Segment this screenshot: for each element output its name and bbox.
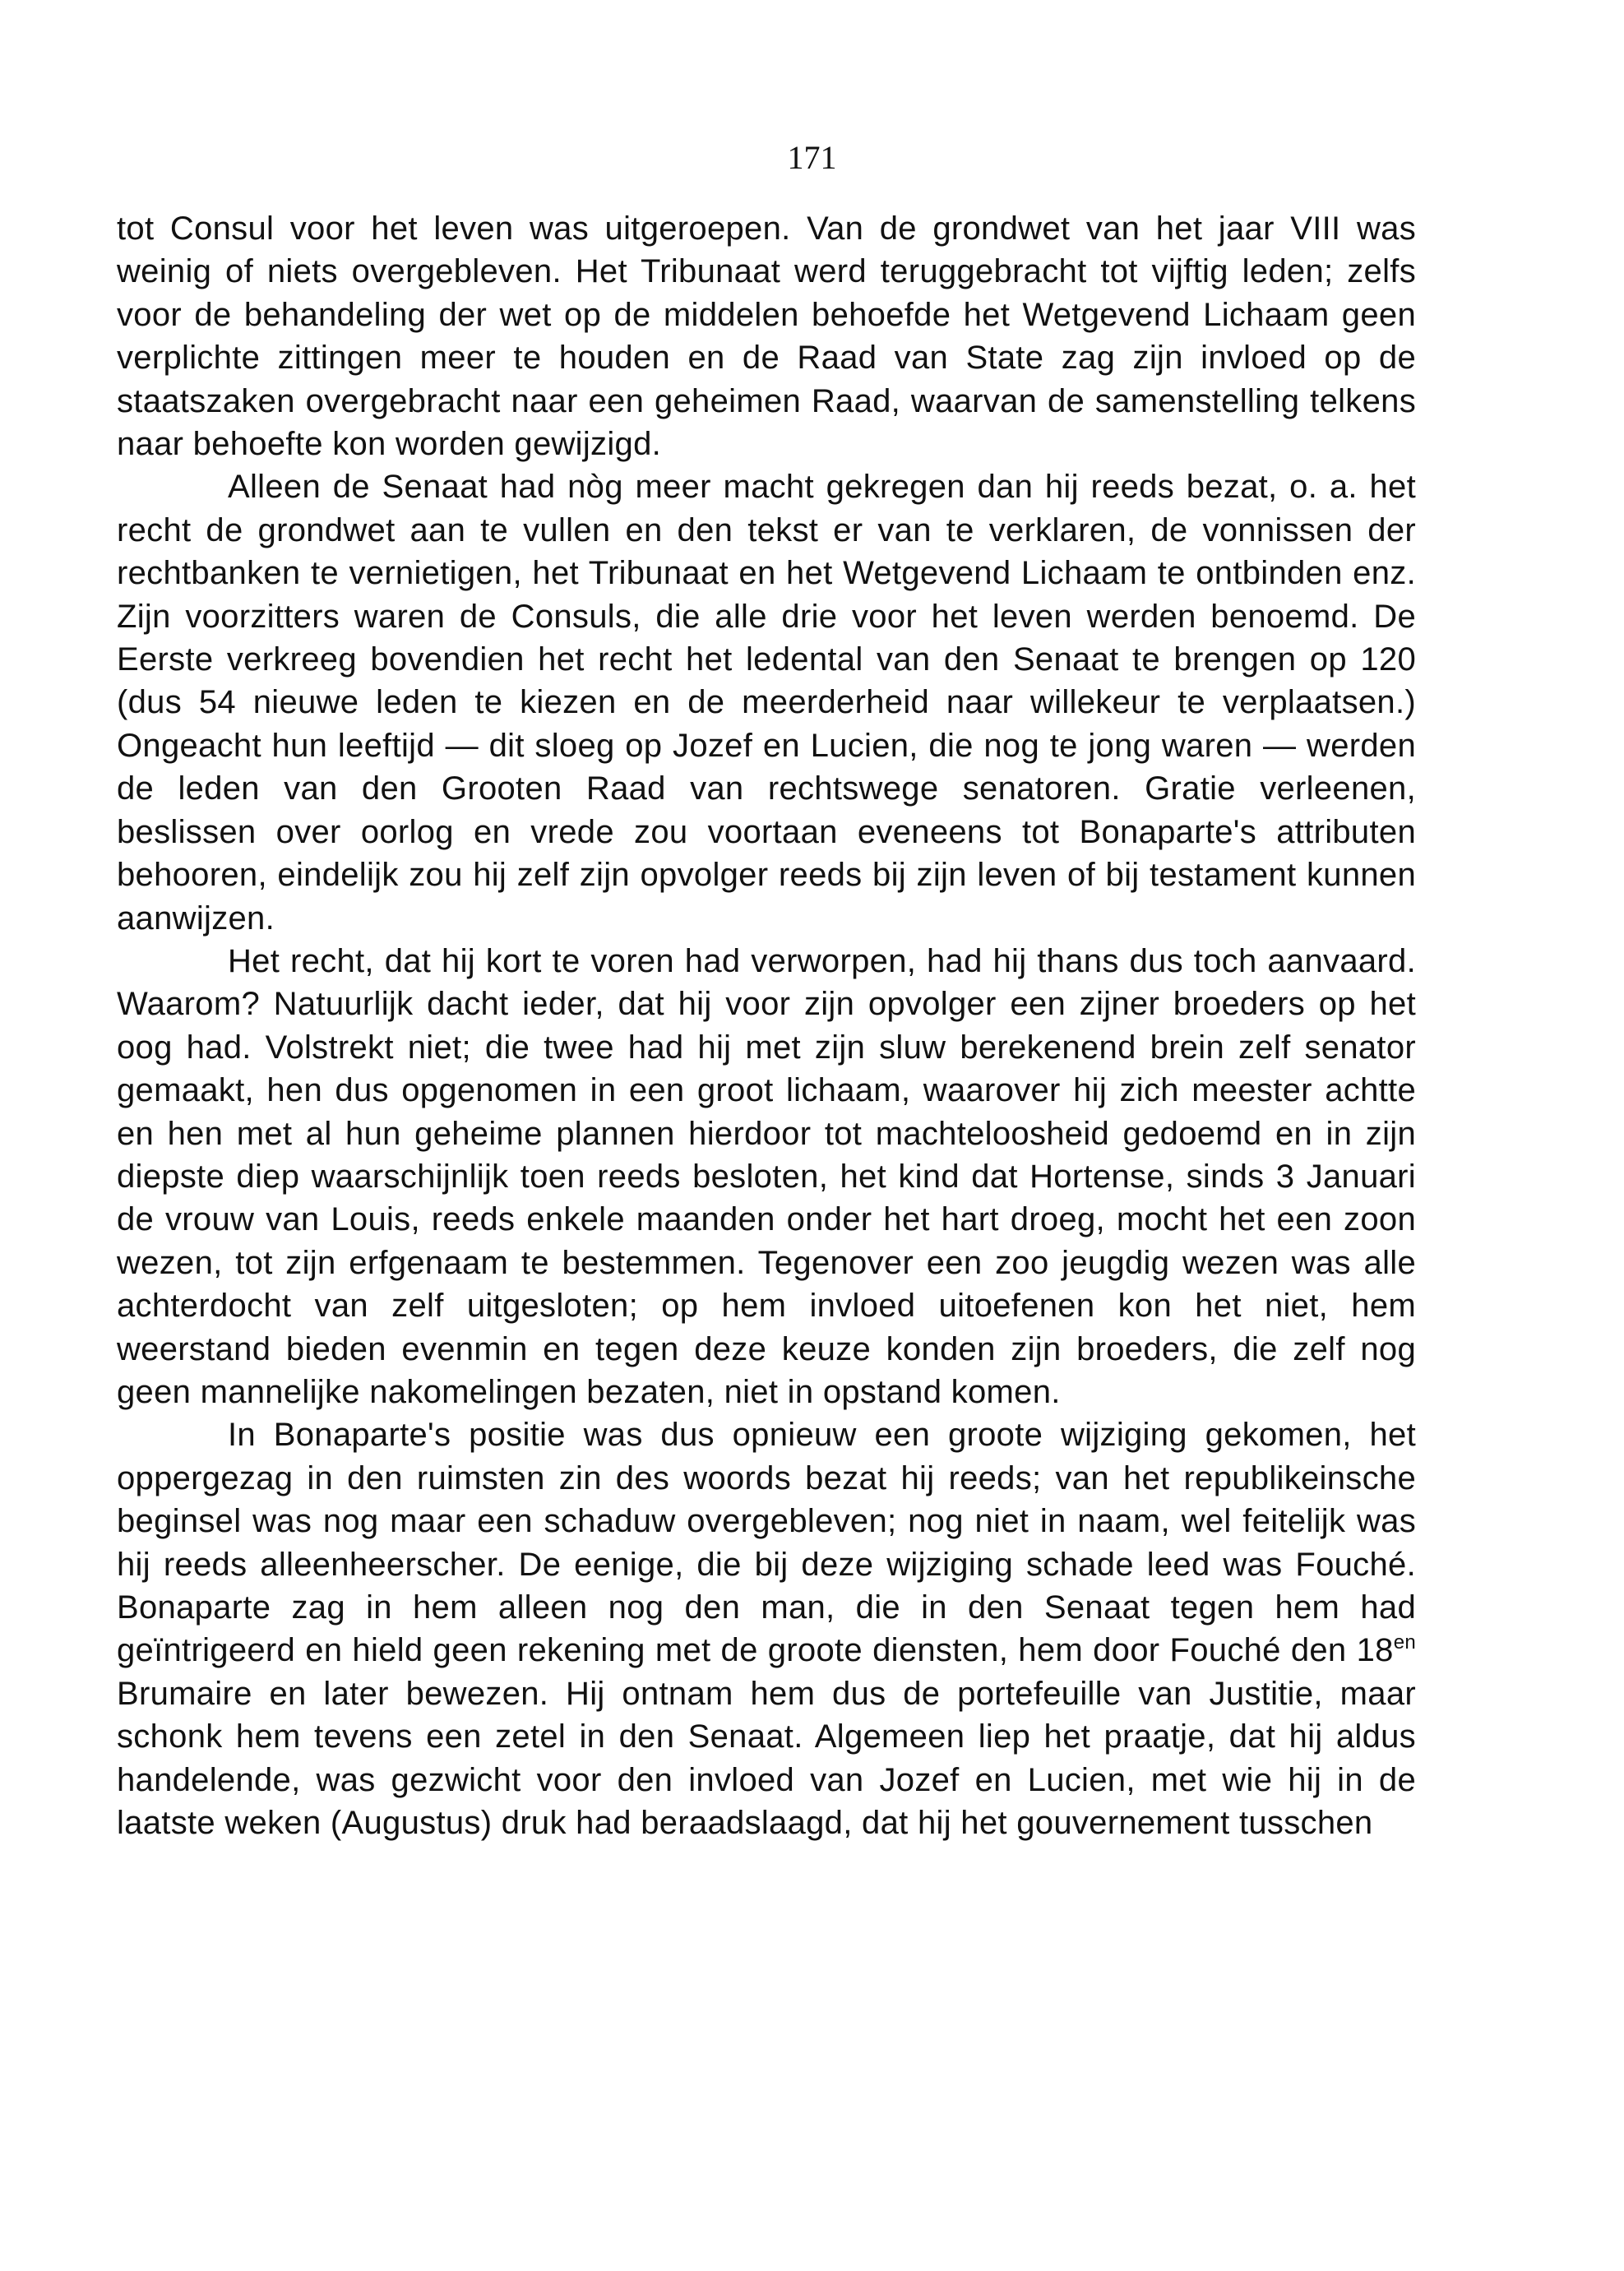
- paragraph-3: Het recht, dat hij kort te voren had verworpen, had hij thans dus toch aanvaard. Waarom? Natuurlijk dacht ieder, dat hij voor zijn opvolger een zijner broeders op het oog had. Volstrekt niet; die twee had hij met zijn sluw berekenend brein zelf senator gemaakt, hen dus opgenomen in een groot lichaam, waarover hij zich meester achtte en hen met al hun geheime plannen hierdoor tot machteloosheid gedoemd en in zijn diepste diep waarschijnlijk toen reeds besloten, het kind dat Hortense, sinds 3 Januari de vrouw van Louis, reeds enkele maanden onder het hart droeg, mocht het een zoon wezen, tot zijn erfgenaam te bestemmen. Tegenover een zoo jeugdig wezen was alle achterdocht van zelf uitgesloten; op hem invloed uitoefenen kon het niet, hem weerstand bieden evenmin en tegen deze keuze konden zijn broeders, die zelf nog geen mannelijke nakomelingen bezaten, niet in opstand komen.: [117, 942, 1416, 1410]
- paragraph-4: [117, 1413, 1416, 1844]
- date-ordinal-superscript: en: [1393, 1631, 1416, 1654]
- paragraph-4-text-after-superscript: Brumaire en later bewezen. Hij ontnam hem dus de portefeuille van Justitie, maar schonk hem tevens een zetel in den Senaat. Algemeen liep het praatje, dat hij aldus handelende, was gezwicht voor den invloed van Jozef en Lucien, met wie hij in de laatste weken (Augustus) druk had beraadslaagd, dat hij het gouvernement tusschen: [117, 1675, 1416, 1842]
- paragraph-1: tot Consul voor het leven was uitgeroepen. Van de grondwet van het jaar VIII was weinig of niets overgebleven. Het Tribunaat werd teruggebracht tot vijftig leden; zelfs voor de behandeling der wet op de middelen behoefde het Wetgevend Lichaam geen verplichte zittingen meer te houden en de Raad van State zag zijn invloed op de staatszaken overgebracht naar een geheimen Raad, waarvan de samenstelling telkens naar behoefte kon worden gewijzigd.: [117, 210, 1416, 463]
- paragraph-2: Alleen de Senaat had nòg meer macht gekregen dan hij reeds bezat, o. a. het recht de grondwet aan te vullen en den tekst er van te verklaren, de vonnissen der rechtbanken te vernietigen, het Tribunaat en het Wetgevend Lichaam te ontbinden enz. Zijn voorzitters waren de Consuls, die alle drie voor het leven werden benoemd. De Eerste verkreeg bovendien het recht het ledental van den Senaat te brengen op 120 (dus 54 nieuwe leden te kiezen en de meerderheid naar willekeur te verplaatsen.) Ongeacht hun leeftijd — dit sloeg op Jozef en Lucien, die nog te jong waren — werden de leden van den Grooten Raad van rechtswege senatoren. Gratie verleenen, beslissen over oorlog en vrede zou voortaan eveneens tot Bonaparte's attributen behooren, eindelijk zou hij zelf zijn opvolger reeds bij zijn leven of bij testament kunnen aanwijzen.: [117, 469, 1416, 937]
- paragraph-4-text-before-superscript: In Bonaparte's positie was dus opnieuw een groote wijziging gekomen, het oppergezag in den ruimsten zin des woords bezat hij reeds; van het republikeinsche beginsel was nog maar een schaduw overgebleven; nog niet in naam, wel feitelijk was hij reeds alleenheerscher. De eenige, die bij deze wijziging schade leed was Fouché. Bonaparte zag in hem alleen nog den man, die in den Senaat tegen hem had geïntrigeerd en hield geen rekening met de groote diensten, hem door Fouché den 18: [117, 1417, 1416, 1669]
- page-number: 171: [787, 139, 837, 176]
- body-text: [117, 207, 1416, 1844]
